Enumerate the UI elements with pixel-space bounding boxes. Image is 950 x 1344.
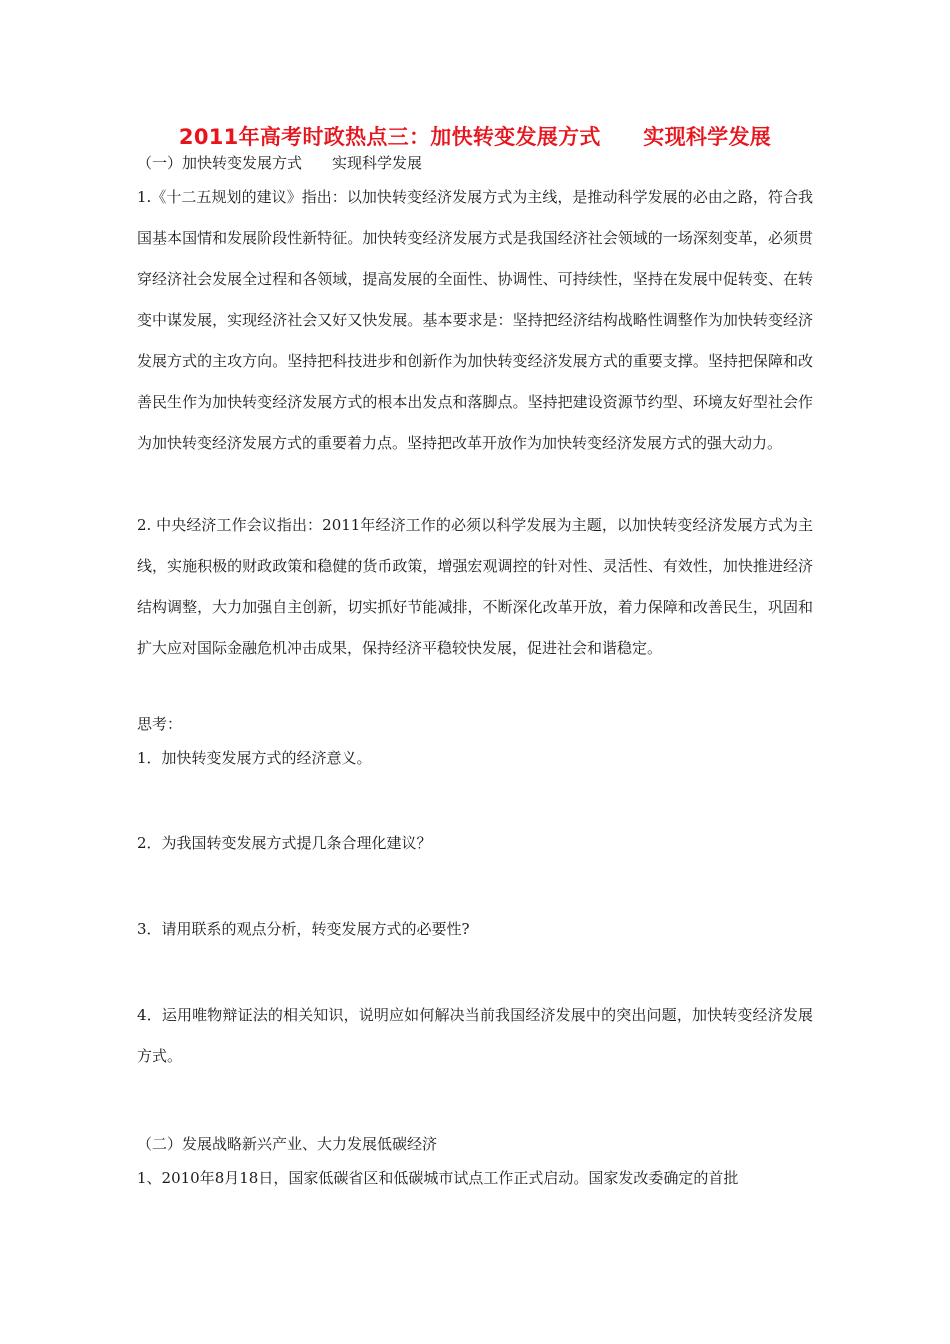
question-1: 1．加快转变发展方式的经济意义。 <box>137 749 372 767</box>
question-4: 4．运用唯物辩证法的相关知识，说明应如何解决当前我国经济发展中的突出问题，加快转变经济发展方式。 <box>137 1006 813 1065</box>
document-title: 2011年高考时政热点三：加快转变发展方式 实现科学发展 <box>178 125 772 149</box>
section-2-heading: （二）发展战略新兴产业、大力发展低碳经济 <box>137 1135 438 1153</box>
section-1-heading: （一）加快转变发展方式 实现科学发展 <box>137 154 423 172</box>
question-2: 2．为我国转变发展方式提几条合理化建议？ <box>137 834 432 852</box>
section-1-paragraph-1: 1.《十二五规划的建议》指出：以加快转变经济发展方式为主线，是推动科学发展的必由之路，符合我国基本国情和发展阶段性新特征。加快转变经济发展方式是我国经济社会领域的一场深刻变革，必须贯穿经济社会发展全过程和各领域，提高发展的全面性、协调性、可持续性，坚持在发展中促转变、在转变中谋发展，实现经济社会又好又快发展。基本要求是：坚持把经济结构战略性调整作为加快转变经济发展方式的主攻方向。坚持把科技进步和创新作为加快转变经济发展方式的重要支撑。坚持把保障和改善民生作为加快转变经济发展方式的根本出发点和落脚点。坚持把建设资源节约型、环境友好型社会作为加快转变经济发展方式的重要着力点。坚持把改革开放作为加快转变经济发展方式的强大动力。 <box>137 188 813 452</box>
think-label: 思考： <box>137 715 183 733</box>
question-3: 3．请用联系的观点分析，转变发展方式的必要性? <box>137 920 470 938</box>
section-1-paragraph-2: 2. 中央经济工作会议指出：2011年经济工作的必须以科学发展为主题，以加快转变经济发展方式为主线，实施积极的财政政策和稳健的货币政策，增强宏观调控的针对性、灵活性、有效性，加快推进经济结构调整，大力加强自主创新，切实抓好节能减排，不断深化改革开放，着力保障和改善民生，巩固和扩大应对国际金融危机冲击成果，保持经济平稳较快发展，促进社会和谐稳定。 <box>137 516 813 657</box>
section-2-paragraph-1: 1、2010年8月18日，国家低碳省区和低碳城市试点工作正式启动。国家发改委确定的首批 <box>137 1169 739 1187</box>
